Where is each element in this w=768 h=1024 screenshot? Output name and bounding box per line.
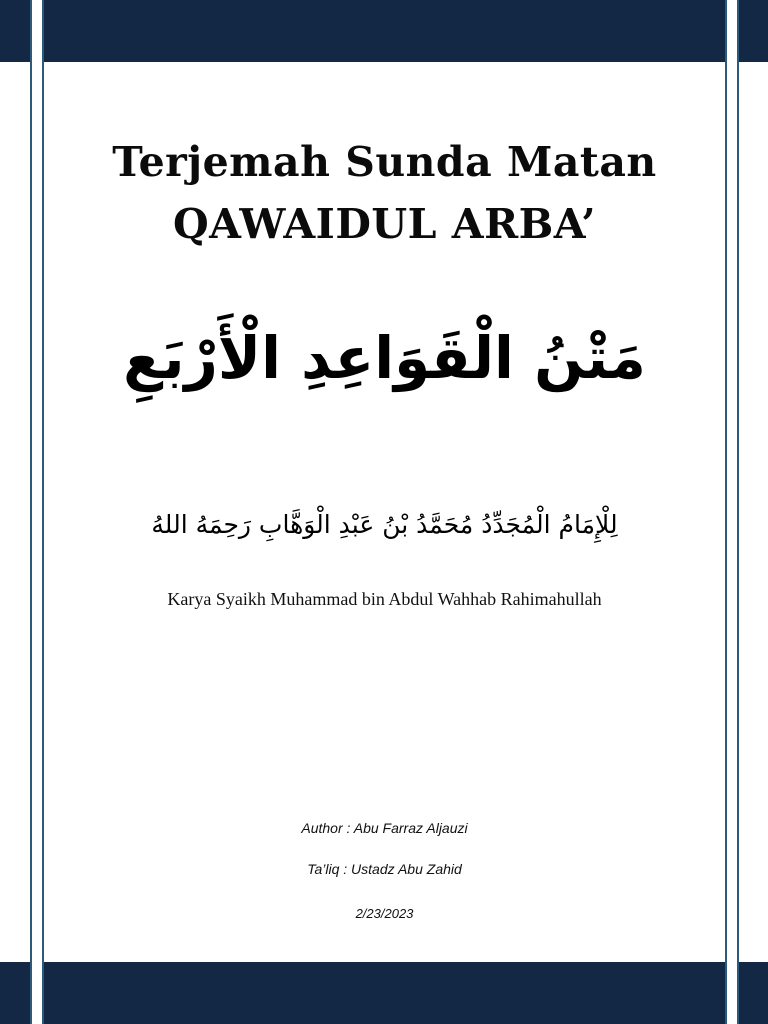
karya-line: Karya Syaikh Muhammad bin Abdul Wahhab Rahimahullah: [167, 589, 602, 609]
title-line-2: QAWAIDUL ARBA’: [172, 200, 597, 248]
left-border-line-outer: [30, 0, 32, 1024]
right-border-line-outer: [737, 0, 739, 1024]
taliq-line: Ta’liq : Ustadz Abu Zahid: [307, 861, 462, 877]
author-line: Author : Abu Farraz Aljauzi: [301, 820, 468, 836]
header-band: [44, 0, 725, 62]
footer-band-right: [739, 962, 768, 1024]
header-band-left: [0, 0, 30, 62]
header-band-right: [739, 0, 768, 62]
title-line-1: Terjemah Sunda Matan: [112, 138, 657, 186]
right-border-line-inner: [725, 0, 727, 1024]
date-line: 2/23/2023: [355, 906, 414, 921]
arabic-title: مَتْنُ الْقَوَاعِدِ الْأَرْبَعِ: [123, 324, 646, 392]
arabic-author-line: لِلْإِمَامُ الْمُجَدِّدُ مُحَمَّدُ بْنُ عَبْدِ الْوَهَّابِ رَحِمَهُ اللهُ: [151, 510, 618, 539]
footer-band: [44, 962, 725, 1024]
footer-band-left: [0, 962, 30, 1024]
